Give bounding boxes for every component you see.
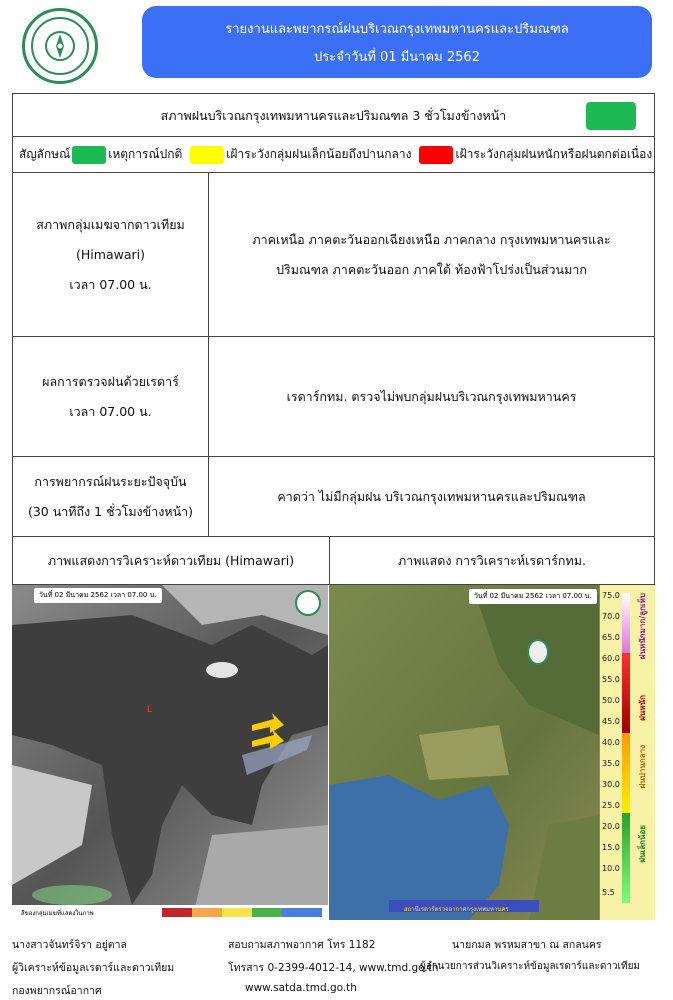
scale-bar-red	[622, 653, 630, 733]
nowcast-heading-line2: (30 นาทีถึง 1 ชั่วโมงข้างหน้า)	[27, 503, 194, 519]
satellite-image-title	[13, 537, 329, 584]
legend-swatch-yellow	[190, 146, 224, 164]
radar-description	[209, 337, 654, 456]
radar-image-title	[330, 537, 654, 584]
scale-category-very-heavy: ฝนหนักมาก/ลูกเห็บ	[638, 593, 647, 660]
scale-tick: 60.0	[602, 654, 620, 663]
nowcast-row	[12, 457, 655, 537]
scale-bar-green	[622, 813, 630, 903]
footer-director-role: ผู้อำนวยการส่วนวิเคราะห์ข้อมูลเรดาร์และดาวเทียม	[420, 961, 641, 972]
scale-category-heavy: ฝนหนัก	[638, 695, 647, 721]
satellite-heading-time: เวลา 07.00 น.	[69, 276, 152, 292]
scale-tick: 30.0	[602, 780, 620, 789]
scale-tick: 65.0	[602, 633, 620, 642]
scale-tick: 70.0	[602, 612, 620, 621]
scale-tick: 50.0	[602, 696, 620, 705]
scale-tick: 20.0	[602, 822, 620, 831]
legend-swatch-green	[72, 146, 106, 164]
nowcast-description	[209, 457, 654, 536]
radar-image	[329, 585, 599, 920]
legend-row	[12, 137, 655, 173]
satellite-heading-line1: สภาพกลุ่มเมฆจากดาวเทียม	[36, 216, 185, 232]
scale-category-moderate: ฝนปานกลาง	[638, 745, 647, 789]
scale-tick: 25.0	[602, 801, 620, 810]
satellite-desc-line1: ภาคเหนือ ภาคตะวันออกเฉียงเหนือ ภาคกลาง กรุงเทพมหานครและ	[252, 231, 611, 247]
radar-heading-line1: ผลการตรวจฝนด้วยเรดาร์	[42, 373, 179, 389]
rain-status-row	[12, 93, 655, 137]
report-header	[142, 6, 652, 78]
satellite-desc-line2: ปริมณฑล ภาคตะวันออก ภาคใต้ ท้องฟ้าโปร่งเป็นส่วนมาก	[276, 261, 587, 277]
satellite-description	[209, 173, 654, 336]
radar-station-caption: สถานีเรดาร์ตรวจอากาศกรุงเทพมหานคร	[404, 906, 509, 913]
satellite-timestamp: วันที่ 02 มีนาคม 2562 เวลา 07.00 น.	[34, 588, 162, 603]
radar-row	[12, 337, 655, 457]
radar-timestamp: วันที่ 02 มีนาคม 2562 เวลา 07.00 น.	[469, 589, 597, 604]
scale-tick: 15.0	[602, 843, 620, 852]
satellite-image	[12, 585, 328, 920]
legend-text-watch-heavy: เฝ้าระวังกลุ่มฝนหนักหรือฝนตกต่อเนื่อง	[455, 147, 653, 161]
report-title: รายงานและพยากรณ์ฝนบริเวณกรุงเทพมหานครและปริมณฑล	[225, 22, 569, 37]
satellite-heading	[13, 173, 208, 336]
nowcast-heading	[13, 457, 208, 536]
radar-desc-line1: เรดาร์กทม. ตรวจไม่พบกลุ่มฝนบริเวณกรุงเทพมหานคร	[286, 388, 577, 404]
scale-bar-orange	[622, 733, 630, 813]
rain-status-indicator	[586, 102, 636, 130]
radar-heading-time: เวลา 07.00 น.	[69, 403, 152, 419]
scale-tick: 75.0	[602, 591, 620, 600]
image-titles-row	[12, 537, 655, 585]
satellite-image-title-text: ภาพแสดงการวิเคราะห์ดาวเทียม (Himawari)	[47, 552, 295, 568]
legend	[19, 145, 652, 164]
legend-text-normal: เหตุการณ์ปกติ	[108, 147, 183, 161]
scale-tick: 55.0	[602, 675, 620, 684]
footer-hotline: สอบถามสภาพอากาศ โทร 1182	[228, 939, 376, 951]
radar-intensity-scale	[599, 585, 655, 920]
scale-category-light: ฝนเล็กน้อย	[638, 825, 647, 863]
satellite-heading-line2: (Himawari)	[76, 246, 145, 262]
nowcast-heading-line1: การพยากรณ์ฝนระยะปัจจุบัน	[34, 473, 187, 489]
logo-emblem	[31, 17, 89, 75]
radar-image-title-text: ภาพแสดง การวิเคราะห์เรดาร์กทม.	[398, 552, 586, 568]
scale-tick: 45.0	[602, 717, 620, 726]
scale-tick: 10.0	[602, 864, 620, 873]
legend-swatch-red	[419, 146, 453, 164]
nowcast-desc-line1: คาดว่า ไม่มีกลุ่มฝน บริเวณกรุงเทพมหานครและปริมณฑล	[277, 488, 586, 504]
scale-bar-violet	[622, 593, 630, 653]
radar-heading	[13, 337, 208, 456]
legend-text-watch-light: เฝ้าระวังกลุ่มฝนเล็กน้อยถึงปานกลาง	[226, 147, 412, 161]
satellite-row	[12, 173, 655, 337]
legend-label: สัญลักษณ์	[19, 147, 71, 161]
footer-satda-website[interactable]: www.satda.tmd.go.th	[245, 982, 357, 994]
footer-fax-website[interactable]: โทรสาร 0-2399-4012-14, www.tmd.go.th	[228, 962, 439, 974]
scale-tick: 5.5	[602, 888, 615, 897]
report-date: ประจำวันที่ 01 มีนาคม 2562	[314, 50, 480, 65]
svg-text:L: L	[147, 705, 153, 715]
footer-division: กองพยากรณ์อากาศ	[12, 985, 102, 997]
footer-director-name: นายกมล พรหมสาขา ณ สกลนคร	[452, 939, 602, 951]
scale-tick: 35.0	[602, 759, 620, 768]
footer-analyst-role: ผู้วิเคราะห์ข้อมูลเรดาร์และดาวเทียม	[12, 962, 175, 974]
rain-status-title: สภาพฝนบริเวณกรุงเทพมหานครและปริมณฑล 3 ชั่วโมงข้างหน้า	[160, 108, 507, 123]
tmd-logo	[22, 8, 98, 84]
satellite-legend-caption: สีของกลุ่มเมฆที่แสดงในภาพ	[21, 910, 94, 917]
scale-tick: 40.0	[602, 738, 620, 747]
footer-analyst-name: นางสาวจันทร์จิรา อยู่ตาล	[12, 939, 127, 951]
